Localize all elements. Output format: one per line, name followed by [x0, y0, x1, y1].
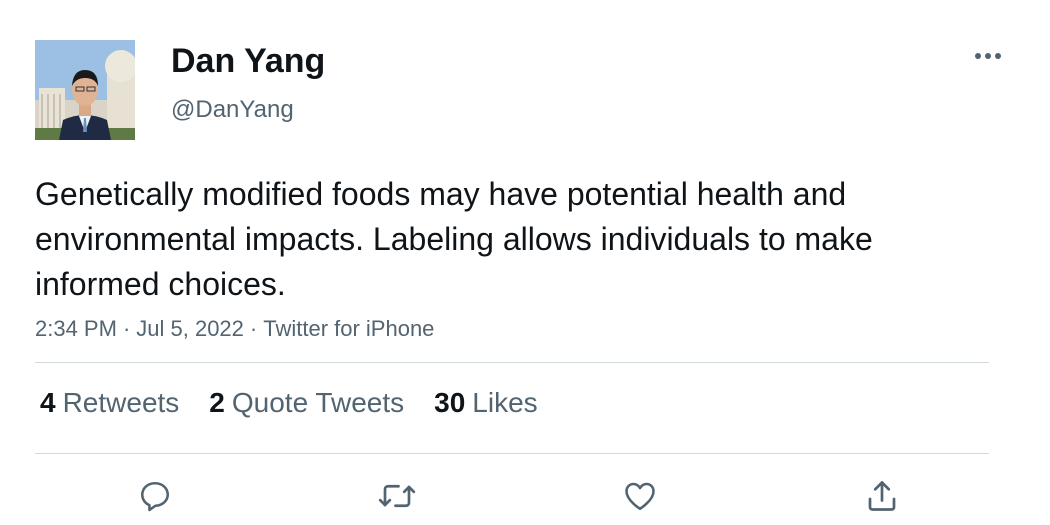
heart-icon — [621, 478, 659, 514]
avatar[interactable] — [35, 40, 135, 140]
author-handle[interactable]: @DanYang — [171, 96, 294, 123]
retweets-label: Retweets — [62, 387, 180, 418]
reply-icon — [137, 478, 173, 514]
quote-tweets-stat[interactable] — [209, 387, 404, 419]
tweet-text: Genetically modified foods may have potential health and environmental impacts. Labeling allows individuals to make informed choices. — [35, 176, 873, 302]
retweets-stat[interactable] — [40, 387, 179, 419]
tweet-stats — [40, 387, 538, 419]
author-display-name[interactable]: Dan Yang — [171, 42, 326, 80]
share-button[interactable] — [862, 476, 902, 516]
more-horizontal-icon — [974, 52, 1002, 60]
quote-tweets-label: Quote Tweets — [231, 387, 405, 418]
divider — [35, 453, 989, 454]
likes-count: 30 — [434, 387, 466, 418]
share-icon — [864, 478, 900, 514]
reply-button[interactable] — [135, 476, 175, 516]
retweets-count: 4 — [40, 387, 56, 418]
meta-separator: · — [122, 316, 131, 341]
divider — [35, 362, 989, 363]
tweet-time[interactable]: 2:34 PM — [35, 316, 117, 341]
quote-tweets-count: 2 — [209, 387, 225, 418]
more-options-button[interactable] — [968, 44, 1008, 68]
likes-stat[interactable] — [434, 387, 538, 419]
tweet-actions — [0, 476, 1050, 516]
like-button[interactable] — [620, 476, 660, 516]
tweet-meta — [35, 316, 434, 342]
tweet-source[interactable]: Twitter for iPhone — [263, 316, 435, 341]
retweet-icon — [377, 478, 417, 514]
likes-label: Likes — [472, 387, 538, 418]
retweet-button[interactable] — [377, 476, 417, 516]
meta-separator: · — [249, 316, 258, 341]
tweet-date[interactable]: Jul 5, 2022 — [136, 316, 244, 341]
